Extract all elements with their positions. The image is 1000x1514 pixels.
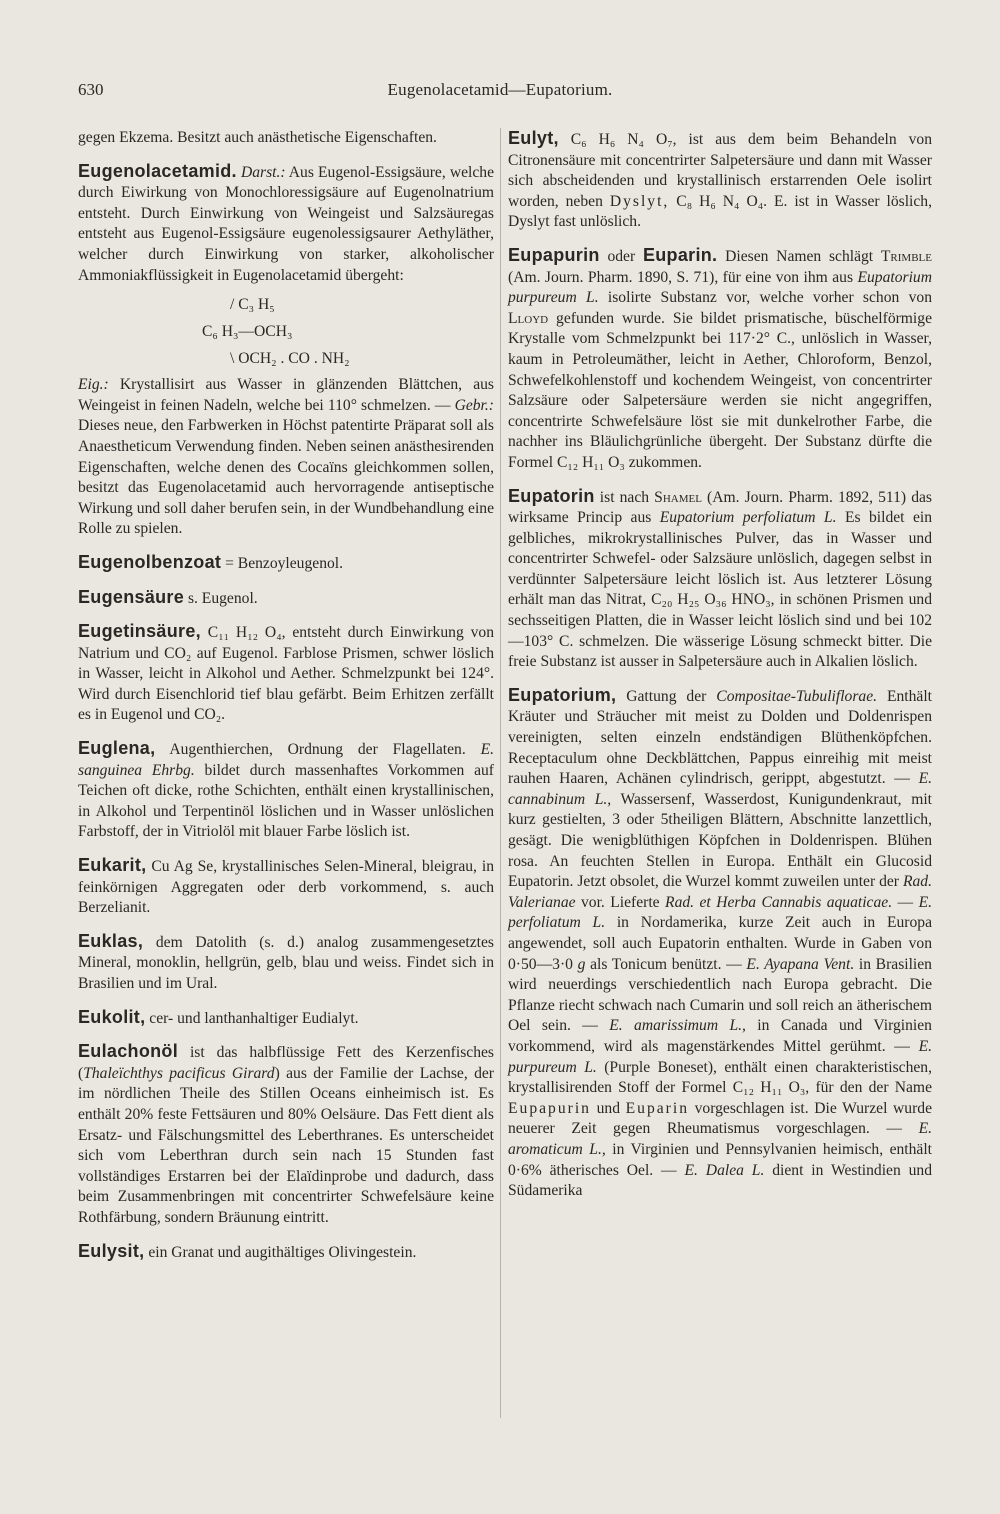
headword: Eukarit, — [78, 855, 147, 876]
entry-continuation: gegen Ekzema. Besitzt auch anästhetische Eigenschaften. — [78, 129, 437, 146]
entry-eugenolacetamid: Eugenolacetamid. Darst.: Aus Eugenol-Essigsäure, welche durch Eiwirkung von Monochloressigsäure auf Eugenolnatrium entsteht. Durch Einwirkung von Weingeist und Salzsäuregas entsteht aus Eugenol-Essigsäure eugenolessigsaurer Aethyläther, welcher durch Einwirkung von starker, alkoholischer Ammoniakflüssigkeit in Eugenolacetamid übergeht: — [78, 160, 494, 284]
entry-eugenolacetamid-properties: Eig.: Krystallisirt aus Wasser in glänzenden Blättchen, aus Weingeist in feinen Nadeln, welche bei 110° schmelzen. — Gebr.: Dieses neue, den Farbwerken in Höchst patentirte Präparat soll als Anaestheticum Verwendung finden. Neben seinen anästhesirenden Eigenschaften, welche denen des Cocaïns gleichkommen sollen, besitzt das Eugenolacetamid auch hervorragende antiseptische Wirkung und soll daher berufen sein, in der Wundbehandlung eine Rolle zu spielen. — [78, 376, 494, 538]
headword: Eukolit, — [78, 1006, 146, 1027]
headword: Eugenolacetamid. — [78, 160, 237, 181]
page-number: 630 — [78, 80, 104, 99]
headword: Eugensäure — [78, 586, 185, 607]
right-column — [508, 128, 932, 1214]
entry-eugenolbenzoat: Eugenolbenzoat = Benzoyleugenol. — [78, 551, 344, 572]
headword: Eupapurin — [508, 244, 600, 265]
entry-eulachonoel: Eulachonöl ist das halbflüssige Fett des Kerzenfisches (Thaleïchthys pacificus Girard) aus der Familie der Lachse, der im nördlichen Theile des Stillen Oceans einheimisch ist. Es enthält 20% feste Fettsäuren und 80% Oelsäure. Das Fett dient als Ersatz- und Fälschungsmittel des Leberthranes. Es unterscheidet sich vom Leberthran durch sein nach 15 Stunden fast vollständiges Erstarren bei der Elaïdinprobe und dadurch, dass beim Zusammenbringen mit concentrirter Schwefelsäure keine Rothfärbung, sondern Bräunung eintritt. — [78, 1041, 494, 1226]
column-divider — [500, 128, 501, 1418]
headword: Eulyt, — [508, 128, 559, 148]
headword: Eupatorin — [508, 485, 595, 506]
headword: Eulysit, — [78, 1240, 145, 1261]
entry-euklas: Euklas, dem Datolith (s. d.) analog zusammengesetztes Mineral, monoklin, hellgrün, gelb, blau und weiss. Findet sich in Brasilien und im Ural. — [78, 930, 494, 992]
headword: Eugetinsäure, — [78, 621, 201, 642]
running-head — [0, 80, 1000, 104]
headword: Eulachonöl — [78, 1041, 179, 1062]
headword: Eupatorium, — [508, 684, 617, 705]
entry-eugensaeure: Eugensäure s. Eugenol. — [78, 586, 258, 607]
formula-line-3: \ OCH₂ . CO . NH₂ — [230, 350, 350, 368]
formula-line-2: C₆ H₃—OCH₃ — [202, 323, 293, 341]
headword: Euklas, — [78, 930, 144, 951]
headword: Eugenolbenzoat — [78, 551, 222, 572]
entry-eulysit: Eulysit, ein Granat und augithältiges Olivingestein. — [78, 1240, 417, 1261]
entry-eukolit: Eukolit, cer- und lanthanhaltiger Eudialyt. — [78, 1006, 359, 1027]
running-title: Eugenolacetamid—Eupatorium. — [387, 80, 613, 99]
entry-eugetinsaeure: Eugetinsäure, C₁₁ H₁₂ O₄, entsteht durch Einwirkung von Natrium und CO₂ auf Eugenol. Farblose Prismen, schwer löslich in Wasser, leicht in Alkohol und Aether. Schmelzpunkt bei 124°. Wird durch Eisenchlorid tief blau gefärbt. Beim Erhitzen zerfällt es in Eugenol und CO₂. — [78, 621, 494, 724]
headword-alt: Euparin. — [642, 244, 718, 265]
entry-eupapurin: Eupapurin oder Euparin. Diesen Namen schlägt Trimble (Am. Journ. Pharm. 1890, S. 71), für eine von ihm aus Eupatorium purpureum L. isolirte Substanz vor, welche vorher schon von Lloyd gefunden wurde. Sie bildet prismatische, büschelförmige Krystalle vom Schmelzpunkt bei 117·2° C., unlöslich in Wasser, kaum in Petroleumäther, leicht in Aether, Chloroform, Benzol, Schwefelkohlenstoff und kochendem Weingeist, von concentrirter Salzsäure oder Salpetersäure werden sie nicht angegriffen, concentrirte Schwefelsäure löst sie mit dunkelrother Farbe, die nachher ins Bläulichgrünliche übergeht. Der Substanz dürfte die Formel C₁₂ H₁₁ O₃ zukommen. — [508, 244, 933, 471]
entry-eupatorin: Eupatorin ist nach Shamel (Am. Journ. Pharm. 1892, 511) das wirksame Princip aus Eupatorium perfoliatum L. Es bildet ein gelbliches, mikrokrystallinisches Pulver, das in Wasser und concentrirter Schwefel- oder Salzsäure unlöslich, dagegen selbst in verdünnter Salpetersäure leicht löslich ist. Aus letzterer Lösung erhält man das Nitrat, C₂₀ H₂₅ O₃₆ HNO₃, in schönen Prismen und sechsseitigen Platten, die in Wasser leicht löslich sind und bei 102—103° C. schmelzen. Die wässerige Lösung schmeckt bitter. Die freie Substanz ist ausser in Salpetersäure auch in Alkalien löslich. — [508, 485, 932, 671]
entry-eukarit: Eukarit, Cu Ag Se, krystallinisches Selen-Mineral, bleigrau, in feinkörnigen Aggregaten oder derb vorkommend, s. auch Berzelianit. — [78, 855, 494, 917]
headword: Euglena, — [78, 738, 156, 759]
entry-eulyt: Eulyt, C₆ H₆ N₄ O₇, ist aus dem beim Behandeln von Citronensäure mit concentrirter Salpetersäure und dann mit Wasser sich abscheidenden und krystallinisch erstarrenden Oele isolirt worden, neben Dyslyt, C₈ H₆ N₄ O₄. E. ist in Wasser löslich, Dyslyt fast unlöslich. — [508, 128, 932, 231]
formula-line-1: / C₃ H₅ — [230, 296, 275, 314]
entry-euglena: Euglena, Augenthierchen, Ordnung der Flagellaten. E. sanguinea Ehrbg. bildet durch massenhaftes Vorkommen auf Teichen oft dicke, rothe Schichten, enthält einen krystallinischen, in Alkohol und Terpentinöl löslichen und in Wasser unlöslichen Farbstoff, der in Vitriolöl mit blauer Farbe löslich ist. — [78, 738, 495, 841]
left-column — [78, 128, 494, 1275]
entry-eupatorium: Eupatorium, Gattung der Compositae-Tubuliflorae. Enthält Kräuter und Sträucher mit meist zu Dolden und Doldenrispen vereinigten, selten einzeln endständigen Blüthenköpfchen. Receptaculum ohne Deckblättchen, Pappus einreihig mit meist rauhen Haaren, Achänen cylindrisch, gerippt, abgestutzt. — E. cannabinum L., Wassersenf, Wasserdost, Kunigundenkraut, mit kurz gestielten, 3 oder 5theiligen Blättern, Abschnitte lanzettlich, gesägt. Die wenigblüthigen Köpfchen in Doldenrispen. Blühen rosa. An feuchten Stellen in Europa. Enthält ein Glucosid Eupatorin. Jetzt obsolet, die Wurzel kommt zuweilen unter der Rad. Valerianae vor. Lieferte Rad. et Herba Cannabis aquaticae. — E. perfoliatum L. in Nordamerika, kurze Zeit auch in Europa angewendet, soll auch Eupatorin enthalten. Wurde in Gaben von 0·50—3·0 g als Tonicum benützt. — E. Ayapana Vent. in Brasilien wird neuerdings verschiedentlich nach Europa gebracht. Die Pflanze riecht schwach nach Cumarin und soll reich an ätherischem Oel sein. — E. amarissimum L., in Canada und Virginien vorkommend, wird als magenstärkendes Mittel gerühmt. — E. purpureum L. (Purple Boneset), enthält einen charakteristischen, krystallisirenden Stoff der Formel C₁₂ H₁₁ O₃, für den der Name Eupapurin und Euparin vorgeschlagen ist. Die Wurzel wurde neuerer Zeit gegen Rheumatismus vorgeschlagen. — E. aromaticum L., in Virginien und Pennsylvanien heimisch, enthält 0·6% ätherisches Oel. — E. Dalea L. dient in Westindien und Südamerika — [508, 684, 933, 1200]
structural-formula — [78, 294, 494, 369]
